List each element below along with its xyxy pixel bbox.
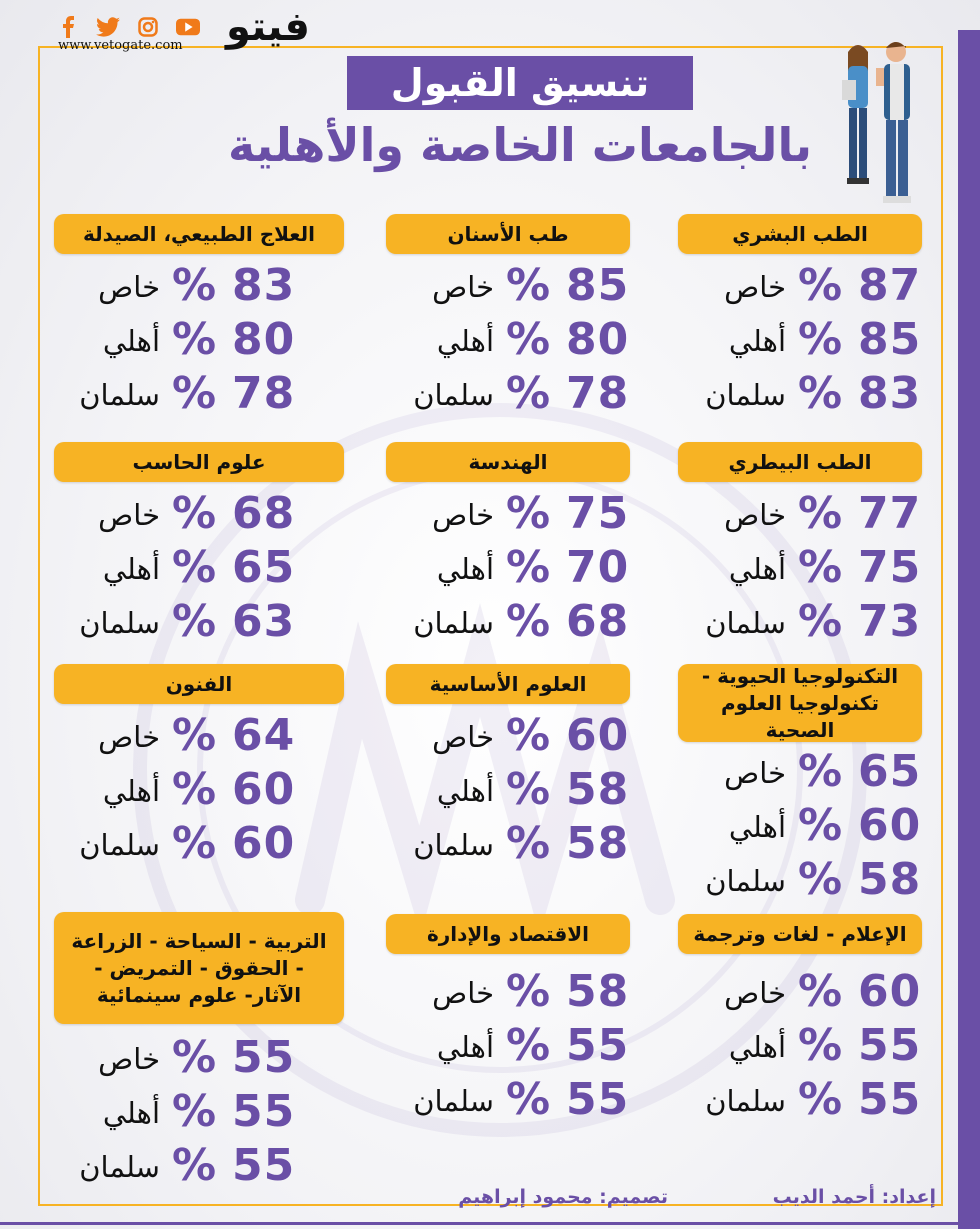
purple-bottom-line <box>0 1222 980 1225</box>
percentage-value: 55 <box>858 1020 922 1071</box>
label-private: خاص <box>432 498 494 532</box>
instagram-icon[interactable] <box>136 16 160 38</box>
percentage-value: 65 <box>858 746 922 797</box>
percentage-value: 83 <box>858 368 922 419</box>
section-header: العلوم الأساسية <box>386 664 630 704</box>
percentage-value: 85 <box>566 260 630 311</box>
label-salman: سلمان <box>79 606 160 640</box>
label-private: خاص <box>98 1042 160 1076</box>
percent-sign: % <box>506 596 551 647</box>
label-national: أهلي <box>102 1096 160 1130</box>
percentage-value: 63 <box>232 596 296 647</box>
percentage-value: 77 <box>858 488 922 539</box>
section-header: الإعلام - لغات وترجمة <box>678 914 922 954</box>
percent-sign: % <box>798 854 843 905</box>
percent-sign: % <box>506 542 551 593</box>
percent-sign: % <box>506 1020 551 1071</box>
percentage-value: 58 <box>566 818 630 869</box>
percent-sign: % <box>798 966 843 1017</box>
percent-sign: % <box>798 314 843 365</box>
percentage-value: 75 <box>566 488 630 539</box>
percent-sign: % <box>172 1086 217 1137</box>
percent-sign: % <box>798 1074 843 1125</box>
percent-sign: % <box>506 368 551 419</box>
percent-sign: % <box>798 800 843 851</box>
percentage-value: 83 <box>232 260 296 311</box>
percent-sign: % <box>506 710 551 761</box>
label-private: خاص <box>724 270 786 304</box>
section-header: التكنولوجيا الحيوية - تكنولوجيا العلوم الصحية <box>678 664 922 742</box>
percent-sign: % <box>172 260 217 311</box>
percentage-value: 85 <box>858 314 922 365</box>
label-private: خاص <box>98 270 160 304</box>
percent-sign: % <box>506 488 551 539</box>
percentage-value: 58 <box>566 966 630 1017</box>
subtitle: بالجامعات الخاصة والأهلية <box>228 118 812 172</box>
percent-sign: % <box>172 314 217 365</box>
label-private: خاص <box>724 498 786 532</box>
percent-sign: % <box>172 488 217 539</box>
percentage-value: 73 <box>858 596 922 647</box>
title-banner: تنسيق القبول <box>347 56 693 110</box>
label-private: خاص <box>724 976 786 1010</box>
percent-sign: % <box>172 818 217 869</box>
students-illustration <box>828 34 928 218</box>
section-header: الطب البيطري <box>678 442 922 482</box>
percentage-value: 55 <box>232 1032 296 1083</box>
label-national: أهلي <box>102 552 160 586</box>
percentage-value: 58 <box>566 764 630 815</box>
section-header: الهندسة <box>386 442 630 482</box>
social-icons <box>56 16 200 38</box>
site-logo[interactable]: فيتو <box>226 4 310 50</box>
percentage-value: 60 <box>858 966 922 1017</box>
label-national: أهلي <box>728 324 786 358</box>
label-national: أهلي <box>728 552 786 586</box>
label-salman: سلمان <box>79 378 160 412</box>
footer-design: تصميم: محمود إبراهيم <box>458 1186 668 1208</box>
label-private: خاص <box>98 720 160 754</box>
percentage-value: 80 <box>232 314 296 365</box>
label-national: أهلي <box>728 1030 786 1064</box>
percent-sign: % <box>172 1140 217 1191</box>
purple-sidebar <box>958 30 980 1229</box>
label-salman: سلمان <box>705 1084 786 1118</box>
percentage-value: 78 <box>566 368 630 419</box>
percent-sign: % <box>506 314 551 365</box>
label-national: أهلي <box>436 324 494 358</box>
percent-sign: % <box>506 818 551 869</box>
percent-sign: % <box>798 542 843 593</box>
label-salman: سلمان <box>413 1084 494 1118</box>
percentage-value: 55 <box>232 1140 296 1191</box>
percent-sign: % <box>172 764 217 815</box>
percentage-value: 64 <box>232 710 296 761</box>
section-header: التربية - السياحة - الزراعة - الحقوق - التمريض - الآثار- علوم سينمائية <box>54 912 344 1024</box>
percentage-value: 55 <box>858 1074 922 1125</box>
percentage-value: 55 <box>232 1086 296 1137</box>
percentage-value: 80 <box>566 314 630 365</box>
percent-sign: % <box>798 1020 843 1071</box>
section-header: الاقتصاد والإدارة <box>386 914 630 954</box>
website-url[interactable]: www.vetogate.com <box>58 38 183 53</box>
label-private: خاص <box>432 976 494 1010</box>
label-private: خاص <box>432 720 494 754</box>
percentage-value: 55 <box>566 1020 630 1071</box>
label-national: أهلي <box>436 1030 494 1064</box>
percentage-value: 60 <box>232 764 296 815</box>
label-national: أهلي <box>102 774 160 808</box>
percentage-value: 68 <box>232 488 296 539</box>
label-salman: سلمان <box>413 378 494 412</box>
percent-sign: % <box>172 368 217 419</box>
label-salman: سلمان <box>413 828 494 862</box>
percent-sign: % <box>798 368 843 419</box>
twitter-icon[interactable] <box>96 16 120 38</box>
label-private: خاص <box>432 270 494 304</box>
percent-sign: % <box>506 966 551 1017</box>
label-salman: سلمان <box>705 378 786 412</box>
percentage-value: 58 <box>858 854 922 905</box>
percentage-value: 60 <box>858 800 922 851</box>
percentage-value: 78 <box>232 368 296 419</box>
percent-sign: % <box>172 710 217 761</box>
percent-sign: % <box>506 260 551 311</box>
label-national: أهلي <box>436 774 494 808</box>
percent-sign: % <box>172 596 217 647</box>
label-national: أهلي <box>436 552 494 586</box>
section-header: علوم الحاسب <box>54 442 344 482</box>
section-header: الطب البشري <box>678 214 922 254</box>
percent-sign: % <box>172 1032 217 1083</box>
percentage-value: 70 <box>566 542 630 593</box>
percentage-value: 75 <box>858 542 922 593</box>
percentage-value: 60 <box>566 710 630 761</box>
youtube-icon[interactable] <box>176 16 200 38</box>
percent-sign: % <box>798 488 843 539</box>
percentage-value: 87 <box>858 260 922 311</box>
label-salman: سلمان <box>705 864 786 898</box>
label-private: خاص <box>724 756 786 790</box>
label-salman: سلمان <box>413 606 494 640</box>
label-private: خاص <box>98 498 160 532</box>
label-national: أهلي <box>102 324 160 358</box>
section-header: طب الأسنان <box>386 214 630 254</box>
label-salman: سلمان <box>705 606 786 640</box>
percentage-value: 60 <box>232 818 296 869</box>
percent-sign: % <box>798 260 843 311</box>
section-header: العلاج الطبيعي، الصيدلة <box>54 214 344 254</box>
percentage-value: 55 <box>566 1074 630 1125</box>
label-national: أهلي <box>728 810 786 844</box>
footer-prepared: إعداد: أحمد الديب <box>772 1186 936 1208</box>
percent-sign: % <box>172 542 217 593</box>
label-salman: سلمان <box>79 828 160 862</box>
label-salman: سلمان <box>79 1150 160 1184</box>
percent-sign: % <box>798 596 843 647</box>
facebook-icon[interactable] <box>56 16 80 38</box>
section-header: الفنون <box>54 664 344 704</box>
percentage-value: 65 <box>232 542 296 593</box>
percent-sign: % <box>506 1074 551 1125</box>
percent-sign: % <box>506 764 551 815</box>
percentage-value: 68 <box>566 596 630 647</box>
percent-sign: % <box>798 746 843 797</box>
